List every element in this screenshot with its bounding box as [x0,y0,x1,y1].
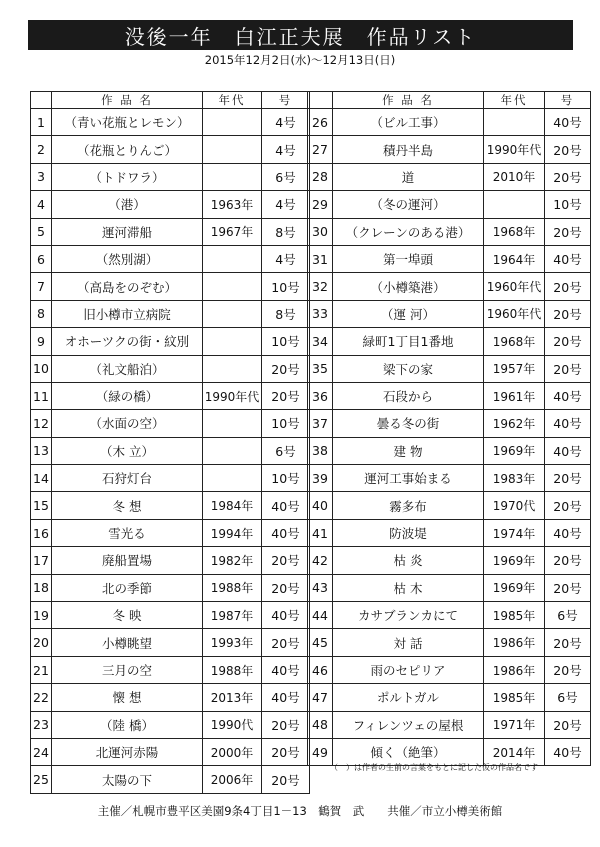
work-size: 10号 [545,191,591,218]
table-row [308,492,591,519]
work-size: 6号 [545,684,591,711]
work-size: 40号 [545,437,591,464]
work-title: （小樽築港） [333,273,484,300]
work-number: 20 [31,629,52,656]
work-number: 21 [31,656,52,683]
work-number: 27 [308,136,333,163]
table-row [31,245,310,272]
work-number: 22 [31,684,52,711]
work-title: 枯 木 [333,574,484,601]
table-row [31,382,310,409]
work-size: 8号 [262,218,310,245]
work-year: 1967年 [203,218,262,245]
table-row [31,410,310,437]
table-header-row [31,92,310,109]
table-row [308,300,591,327]
work-size: 20号 [262,382,310,409]
work-number: 36 [308,382,333,409]
work-year: 2014年 [484,738,545,765]
column-header-title: 作 品 名 [52,92,203,109]
work-number: 1 [31,109,52,136]
work-year: 1993年 [203,629,262,656]
work-size: 20号 [262,711,310,738]
work-number: 2 [31,136,52,163]
work-title: 曇る冬の街 [333,410,484,437]
work-title: 三月の空 [52,656,203,683]
work-number: 24 [31,738,52,765]
work-year: 2000年 [203,738,262,765]
work-number: 8 [31,300,52,327]
work-year: 1990年代 [203,382,262,409]
work-number: 17 [31,547,52,574]
table-row [31,684,310,711]
title-note: （ ）は作者の生前の言葉をもとに記した仮の作品名です [330,763,538,772]
work-number: 14 [31,465,52,492]
work-year: 2010年 [484,163,545,190]
work-number: 16 [31,519,52,546]
work-year [203,109,262,136]
work-number: 38 [308,437,333,464]
work-title: 冬 映 [52,602,203,629]
work-title: フィレンツェの屋根 [333,711,484,738]
table-row [31,437,310,464]
work-size: 20号 [545,136,591,163]
work-year [203,465,262,492]
work-year: 1994年 [203,519,262,546]
work-size: 40号 [262,602,310,629]
work-title: 小樽眺望 [52,629,203,656]
work-number: 33 [308,300,333,327]
work-size: 10号 [262,273,310,300]
work-size: 20号 [545,492,591,519]
work-title: 北運河赤陽 [52,738,203,765]
work-size: 20号 [545,328,591,355]
work-number: 47 [308,684,333,711]
work-year [203,163,262,190]
work-title: 緑町1丁目1番地 [333,328,484,355]
table-row [31,300,310,327]
table-row [308,465,591,492]
work-title: 懐 想 [52,684,203,711]
work-size: 20号 [262,547,310,574]
work-size: 20号 [545,547,591,574]
table-row [31,273,310,300]
work-size: 20号 [545,465,591,492]
work-year [203,300,262,327]
work-number: 4 [31,191,52,218]
work-number: 19 [31,602,52,629]
work-year: 1957年 [484,355,545,382]
work-year: 1963年 [203,191,262,218]
work-size: 40号 [262,519,310,546]
work-title: 積丹半島 [333,136,484,163]
work-title: オホーツクの街・紋別 [52,328,203,355]
work-title: （花瓶とりんご） [52,136,203,163]
work-title: 防波堤 [333,519,484,546]
work-title: カサブランカにて [333,602,484,629]
work-title: 太陽の下 [52,766,203,793]
work-year: 1964年 [484,245,545,272]
work-number: 18 [31,574,52,601]
work-size: 20号 [545,355,591,382]
table-row [31,218,310,245]
work-size: 4号 [262,245,310,272]
table-row [308,437,591,464]
work-title: （高島をのぞむ） [52,273,203,300]
table-row [31,602,310,629]
work-title: （クレーンのある港） [333,218,484,245]
work-size: 8号 [262,300,310,327]
work-number: 39 [308,465,333,492]
work-year [203,328,262,355]
work-number: 46 [308,656,333,683]
table-row [308,163,591,190]
work-number: 23 [31,711,52,738]
work-year [484,191,545,218]
work-year: 1969年 [484,437,545,464]
work-size: 40号 [545,245,591,272]
work-year: 2006年 [203,766,262,793]
work-size: 4号 [262,191,310,218]
work-year: 1986年 [484,629,545,656]
work-year: 1982年 [203,547,262,574]
work-size: 20号 [545,273,591,300]
table-row [31,574,310,601]
work-title: 枯 炎 [333,547,484,574]
table-row [308,109,591,136]
work-number: 34 [308,328,333,355]
work-year: 2013年 [203,684,262,711]
work-number: 44 [308,602,333,629]
table-row [31,163,310,190]
column-header-no [308,92,333,109]
work-title: （陸 橋） [52,711,203,738]
work-number: 40 [308,492,333,519]
work-year: 1990年代 [484,136,545,163]
work-title: ポルトガル [333,684,484,711]
work-title: （緑の橋） [52,382,203,409]
table-row [31,519,310,546]
work-title: （青い花瓶とレモン） [52,109,203,136]
work-year: 1970代 [484,492,545,519]
work-number: 11 [31,382,52,409]
work-number: 37 [308,410,333,437]
work-title: 石狩灯台 [52,465,203,492]
work-number: 6 [31,245,52,272]
table-row [308,684,591,711]
work-year [203,437,262,464]
work-size: 40号 [262,684,310,711]
work-number: 49 [308,738,333,765]
work-title: （港） [52,191,203,218]
work-number: 43 [308,574,333,601]
work-number: 29 [308,191,333,218]
work-number: 25 [31,766,52,793]
work-year: 1987年 [203,602,262,629]
work-number: 42 [308,547,333,574]
work-year: 1960年代 [484,273,545,300]
table-row [308,136,591,163]
work-year: 1961年 [484,382,545,409]
table-row [308,547,591,574]
work-title: 対 話 [333,629,484,656]
column-header-year: 年代 [203,92,262,109]
work-year [203,410,262,437]
work-number: 10 [31,355,52,382]
work-title: 冬 想 [52,492,203,519]
work-number: 26 [308,109,333,136]
work-year [484,109,545,136]
work-size: 6号 [262,437,310,464]
work-number: 13 [31,437,52,464]
table-row [31,547,310,574]
work-title: 建 物 [333,437,484,464]
work-title: 旧小樽市立病院 [52,300,203,327]
table-row [31,738,310,765]
table-row [31,355,310,382]
table-row [31,711,310,738]
work-year [203,355,262,382]
work-title: 廃船置場 [52,547,203,574]
work-title: 運河滞船 [52,218,203,245]
work-size: 20号 [545,656,591,683]
work-size: 20号 [262,766,310,793]
table-row [308,629,591,656]
work-title: 運河工事始まる [333,465,484,492]
column-header-no [31,92,52,109]
work-number: 15 [31,492,52,519]
work-year: 1983年 [484,465,545,492]
work-title: 雪光る [52,519,203,546]
table-row [308,355,591,382]
table-row [308,574,591,601]
column-header-title: 作 品 名 [333,92,484,109]
table-row [308,410,591,437]
work-title: 道 [333,163,484,190]
work-size: 20号 [262,355,310,382]
table-row [308,191,591,218]
work-size: 20号 [545,163,591,190]
work-size: 40号 [545,410,591,437]
work-size: 20号 [262,738,310,765]
table-row [308,656,591,683]
page-title: 没後一年 白江正夫展 作品リスト [28,20,573,50]
table-row [31,328,310,355]
work-size: 40号 [545,382,591,409]
table-row [31,656,310,683]
column-header-size: 号 [545,92,591,109]
work-number: 41 [308,519,333,546]
work-year: 1962年 [484,410,545,437]
work-title: 傾く（絶筆） [333,738,484,765]
table-row [308,218,591,245]
work-number: 3 [31,163,52,190]
table-row [31,766,310,793]
work-size: 20号 [545,629,591,656]
work-title: 梁下の家 [333,355,484,382]
work-number: 45 [308,629,333,656]
work-title: （木 立） [52,437,203,464]
work-number: 32 [308,273,333,300]
work-size: 10号 [262,465,310,492]
work-size: 40号 [545,519,591,546]
work-year: 1988年 [203,656,262,683]
work-number: 12 [31,410,52,437]
table-row [31,191,310,218]
work-year [203,245,262,272]
work-title: （トドワラ） [52,163,203,190]
work-number: 48 [308,711,333,738]
work-title: （水面の空） [52,410,203,437]
work-number: 5 [31,218,52,245]
work-size: 6号 [262,163,310,190]
work-size: 6号 [545,602,591,629]
column-header-year: 年代 [484,92,545,109]
work-year: 1974年 [484,519,545,546]
work-size: 20号 [262,574,310,601]
table-header-row [308,92,591,109]
work-title: 雨のセピリア [333,656,484,683]
work-year: 1985年 [484,684,545,711]
work-year: 1968年 [484,218,545,245]
work-size: 20号 [545,218,591,245]
work-year: 1969年 [484,574,545,601]
work-number: 31 [308,245,333,272]
work-title: 北の季節 [52,574,203,601]
work-size: 20号 [545,574,591,601]
table-row [31,492,310,519]
work-number: 30 [308,218,333,245]
column-header-size: 号 [262,92,310,109]
work-size: 40号 [545,109,591,136]
work-size: 40号 [262,492,310,519]
work-title: （礼文船泊） [52,355,203,382]
work-size: 20号 [262,629,310,656]
work-year: 1990代 [203,711,262,738]
work-year: 1985年 [484,602,545,629]
organizer-footer: 主催／札幌市豊平区美園9条4丁目1－13 鶴賀 武 共催／市立小樽美術館 [97,804,503,818]
work-year [203,273,262,300]
table-row [308,711,591,738]
work-title: （然別湖） [52,245,203,272]
work-number: 35 [308,355,333,382]
table-row [308,382,591,409]
work-number: 9 [31,328,52,355]
work-size: 40号 [545,738,591,765]
work-number: 7 [31,273,52,300]
work-year: 1984年 [203,492,262,519]
work-size: 10号 [262,328,310,355]
work-size: 20号 [545,300,591,327]
work-year: 1960年代 [484,300,545,327]
work-size: 4号 [262,109,310,136]
table-row [308,602,591,629]
work-year [203,136,262,163]
work-size: 20号 [545,711,591,738]
work-title: （冬の運河） [333,191,484,218]
table-row [308,328,591,355]
table-row [31,109,310,136]
work-title: 霧多布 [333,492,484,519]
table-row [308,273,591,300]
table-row [308,519,591,546]
work-year: 1988年 [203,574,262,601]
work-size: 40号 [262,656,310,683]
table-row [31,629,310,656]
work-title: （ビル工事） [333,109,484,136]
works-table-right [307,91,591,766]
work-size: 4号 [262,136,310,163]
work-title: 石段から [333,382,484,409]
work-size: 10号 [262,410,310,437]
work-year: 1969年 [484,547,545,574]
work-number: 28 [308,163,333,190]
work-title: 第一埠頭 [333,245,484,272]
table-row [31,136,310,163]
work-title: （運 河） [333,300,484,327]
work-year: 1971年 [484,711,545,738]
works-table-left [30,91,310,794]
table-row [308,245,591,272]
exhibition-dates: 2015年12月2日(水)～12月13日(日) [204,53,396,67]
work-year: 1986年 [484,656,545,683]
table-row [31,465,310,492]
work-year: 1968年 [484,328,545,355]
